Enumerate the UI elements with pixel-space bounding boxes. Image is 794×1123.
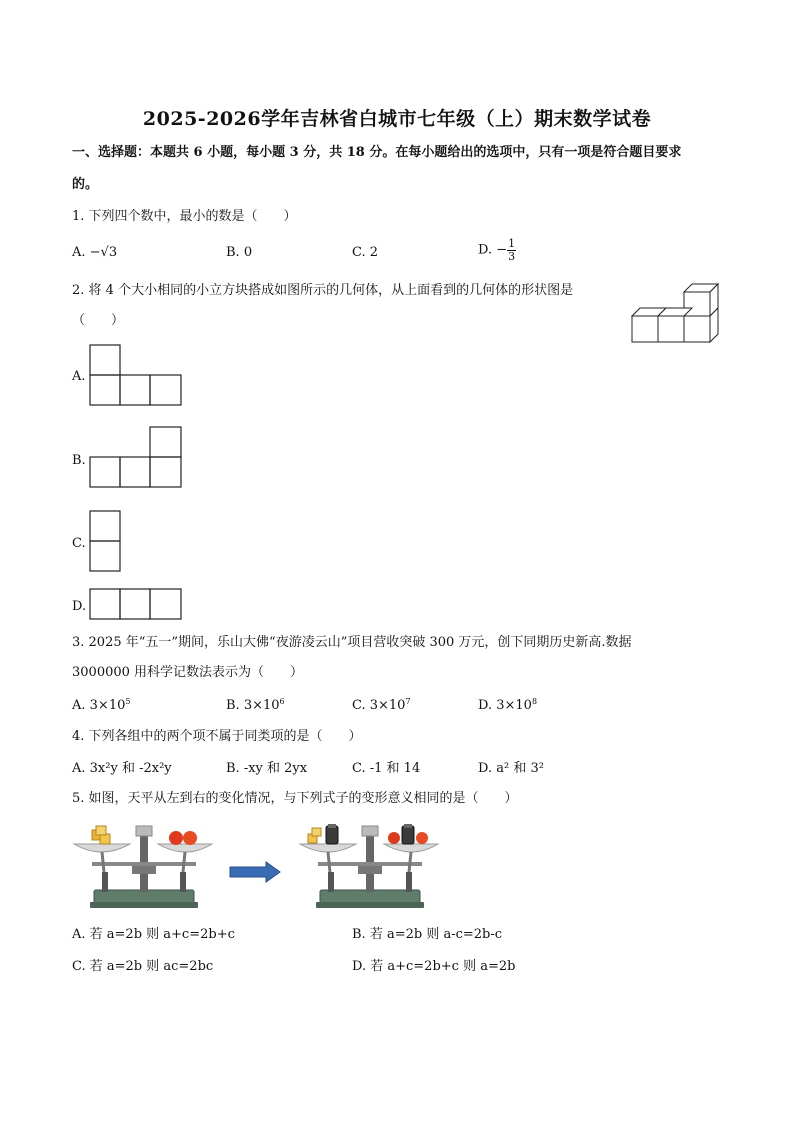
q2-stem-bracket: （ ）	[72, 313, 125, 328]
balance-scale-right	[298, 822, 440, 910]
arrow-right-icon	[230, 862, 282, 882]
q5-option-c: C. 若 a=2b 则 ac=2bc	[72, 959, 214, 974]
q3-option-d	[478, 697, 537, 715]
q3-stem-cont: 3000000 用科学记数法表示为（ ）	[72, 665, 304, 680]
q2-stem: 2. 将 4 个大小相同的小立方块搭成如图所示的几何体，从上面看到的几何体的形状图是	[72, 283, 574, 298]
q1-d-denominator: 3	[508, 250, 516, 263]
q4-option-d: D. a² 和 3²	[478, 761, 544, 776]
q4-stem: 4. 下列各组中的两个项不属于同类项的是（ ）	[72, 729, 362, 744]
q1-d-prefix: D. −	[478, 242, 508, 258]
q3-option-a	[72, 697, 130, 715]
q3-b-exp: 6	[279, 697, 285, 706]
cube-2-front	[658, 316, 684, 342]
q4-option-b: B. -xy 和 2yx	[226, 761, 308, 776]
q2-option-d-label: D.	[72, 599, 87, 614]
section-heading: 一、选择题：本题共 6 小题，每小题 3 分，共 18 分。在每小题给出的选项中，只有一项是符合题目要求	[72, 145, 682, 160]
q3-d-base: D. 3×10	[478, 698, 532, 713]
q4-option-c: C. -1 和 14	[352, 761, 421, 776]
balance-scale-left	[72, 822, 214, 910]
q3-d-exp: 8	[531, 697, 538, 706]
q1-a-prefix: A.	[72, 245, 90, 260]
page-title: 2025-2026学年吉林省白城市七年级（上）期末数学试卷	[142, 108, 652, 130]
q1-stem: 1. 下列四个数中，最小的数是（ ）	[72, 209, 297, 224]
q3-a-base: A. 3×10	[72, 698, 126, 713]
cube-1-front	[632, 316, 658, 342]
q1-a-value: −√3	[89, 245, 118, 260]
q1-d-numerator: 1	[508, 237, 516, 250]
q2-option-a-label: A.	[72, 369, 86, 384]
q3-option-c	[352, 697, 411, 715]
q1-option-a	[72, 244, 117, 262]
q3-a-exp: 5	[125, 697, 131, 706]
q2-option-b-label: B.	[72, 453, 86, 468]
q3-b-base: B. 3×10	[226, 698, 280, 713]
q3-c-base: C. 3×10	[352, 698, 406, 713]
q1-option-d	[478, 238, 516, 263]
q2-option-b-figure	[89, 426, 183, 490]
q2-option-c-figure	[89, 510, 123, 574]
q5-option-b: B. 若 a=2b 则 a-c=2b-c	[352, 927, 503, 942]
q2-option-c-label: C.	[72, 536, 86, 551]
q1-d-fraction	[507, 238, 516, 263]
q1-option-b: B. 0	[226, 245, 253, 260]
section-heading-cont: 的。	[72, 177, 99, 192]
q3-stem: 3. 2025 年“五一”期间，乐山大佛“夜游凌云山”项目营收突破 300 万元，创下同期历史新高.数据	[72, 635, 632, 650]
q2-option-a-figure	[89, 344, 183, 408]
q4-option-a: A. 3x²y 和 -2x²y	[72, 761, 172, 776]
q5-option-a: A. 若 a=2b 则 a+c=2b+c	[72, 927, 235, 942]
q2-option-d-figure	[89, 588, 183, 622]
cube-3-front	[684, 316, 710, 342]
q1-option-c: C. 2	[352, 245, 379, 260]
q3-c-exp: 7	[405, 697, 411, 706]
q3-option-b	[226, 697, 285, 715]
q5-option-d: D. 若 a+c=2b+c 则 a=2b	[352, 959, 516, 974]
cube-figure	[630, 282, 722, 344]
q5-stem: 5. 如图，天平从左到右的变化情况，与下列式子的变形意义相同的是（ ）	[72, 791, 518, 806]
